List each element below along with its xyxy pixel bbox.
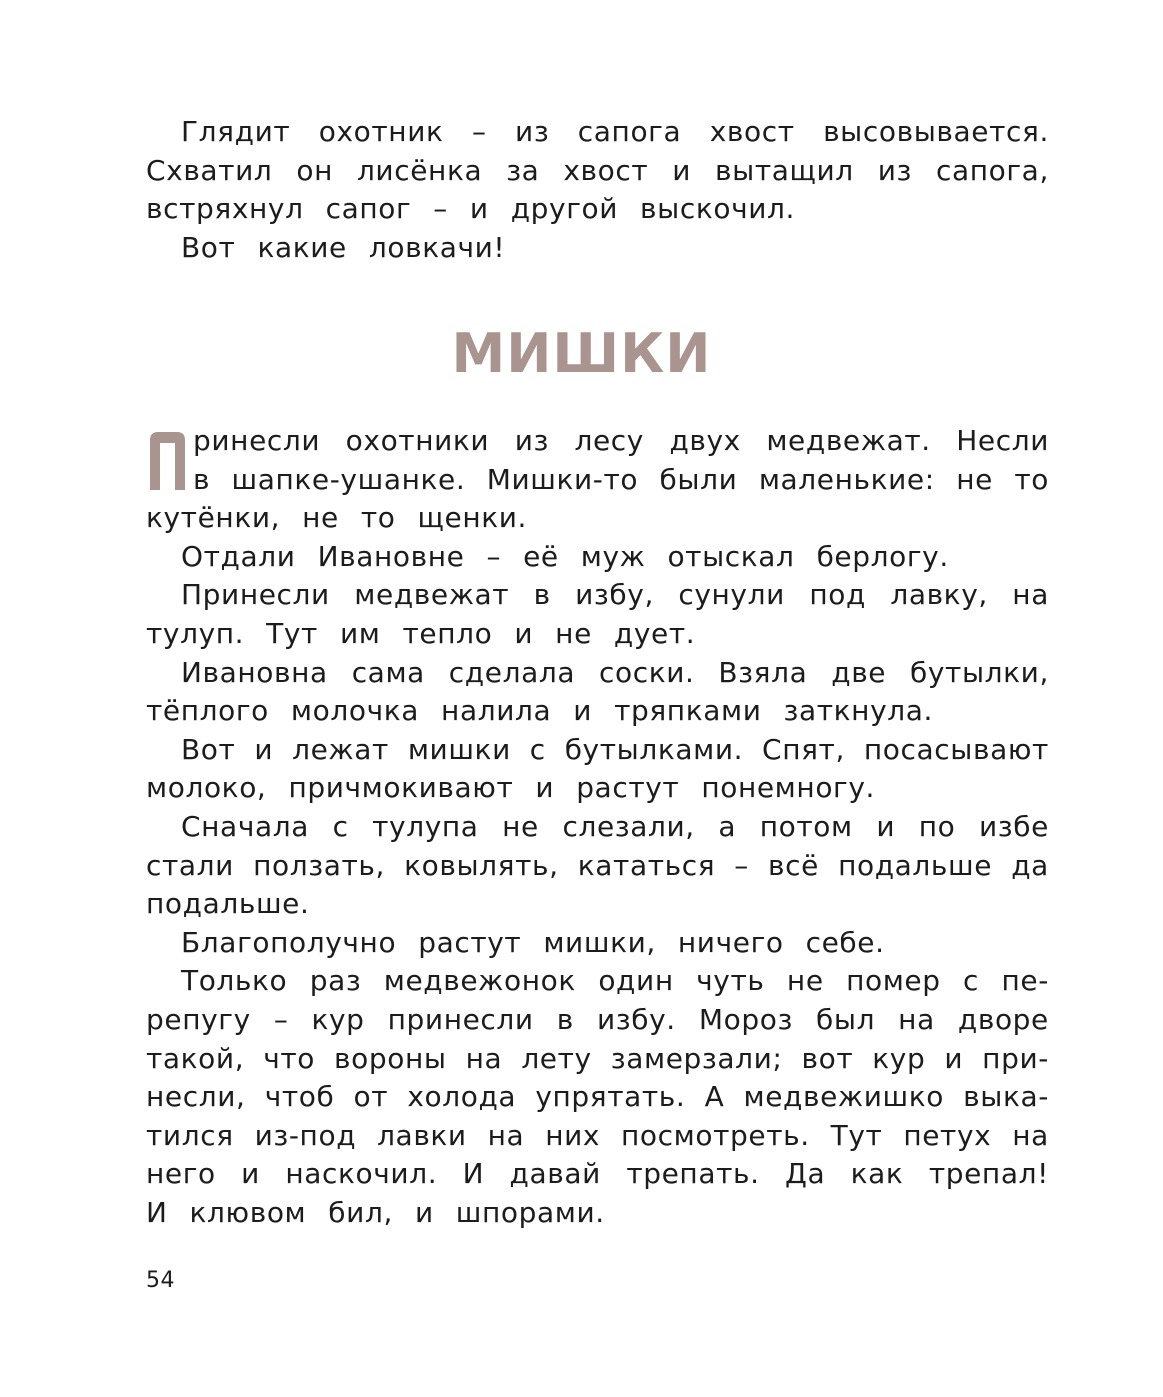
text-line: Только раз медвежонок один чуть не помер с пе-	[181, 964, 1049, 998]
text-line: него и наскочил. И давай трепать. Да как трепал!	[146, 1157, 1049, 1191]
paragraph	[146, 229, 1049, 268]
paragraph	[146, 962, 1049, 1232]
page-number: 54	[146, 1268, 175, 1293]
text-line: Вот и лежат мишки с бутылками. Спят, посасывают	[181, 732, 1049, 766]
text-line: тулуп. Тут им тепло и не дует.	[146, 616, 696, 650]
text-line: Вот какие ловкачи!	[181, 230, 506, 264]
text-line: тёплого молочка налила и тряпками заткнула.	[146, 694, 934, 728]
text-line: молоко, причмокивают и растут понемногу.	[146, 771, 876, 805]
story-text	[146, 422, 1049, 1232]
text-line: подальше.	[146, 887, 310, 921]
paragraph	[146, 538, 1049, 577]
paragraph	[146, 808, 1049, 924]
text-line: Ивановна сама сделала соски. Взяла две бутылки,	[181, 655, 1049, 689]
text-line: стали ползать, ковылять, кататься – всё подальше да	[146, 848, 1049, 882]
text-line: тился из-под лавки на них посмотреть. Тут петух на	[146, 1118, 1049, 1152]
text-line: Глядит охотник – из сапога хвост высовывается.	[181, 115, 1049, 148]
text-line: И клювом бил, и шпорами.	[146, 1195, 605, 1229]
text-line: Благополучно растут мишки, ничего себе.	[181, 925, 885, 959]
story-title: МИШКИ	[451, 322, 712, 385]
text-line: несли, чтоб от холода упрятать. А медвежишко выка-	[146, 1080, 1049, 1114]
paragraph	[146, 422, 1049, 538]
text-line: Схватил он лисёнка за хвост и вытащил из сапога,	[146, 153, 1049, 187]
text-line: кутёнки, не то щенки.	[146, 501, 528, 535]
intro-text	[146, 113, 1049, 267]
text-line: ринесли охотники из лесу двух медвежат. Несли	[193, 424, 1049, 457]
paragraph	[146, 113, 1049, 229]
text-line: Сначала с тулупа не слезали, а потом и по избе	[181, 809, 1049, 843]
text-line: Принесли медвежат в избу, сунули под лавку, на	[181, 578, 1049, 612]
paragraph	[146, 576, 1049, 653]
text-line: репугу – кур принесли в избу. Мороз был на дворе	[146, 1002, 1049, 1036]
paragraph	[146, 924, 1049, 963]
paragraph	[146, 654, 1049, 731]
text-line: встряхнул сапог – и другой выскочил.	[146, 192, 796, 226]
text-line: Отдали Ивановне – её муж отыскал берлогу.	[181, 539, 949, 573]
text-line: в шапке-ушанке. Мишки-то были маленькие: не то	[193, 462, 1049, 496]
paragraph	[146, 731, 1049, 808]
text-line: такой, что вороны на лету замерзали; вот кур и при-	[146, 1041, 1049, 1075]
